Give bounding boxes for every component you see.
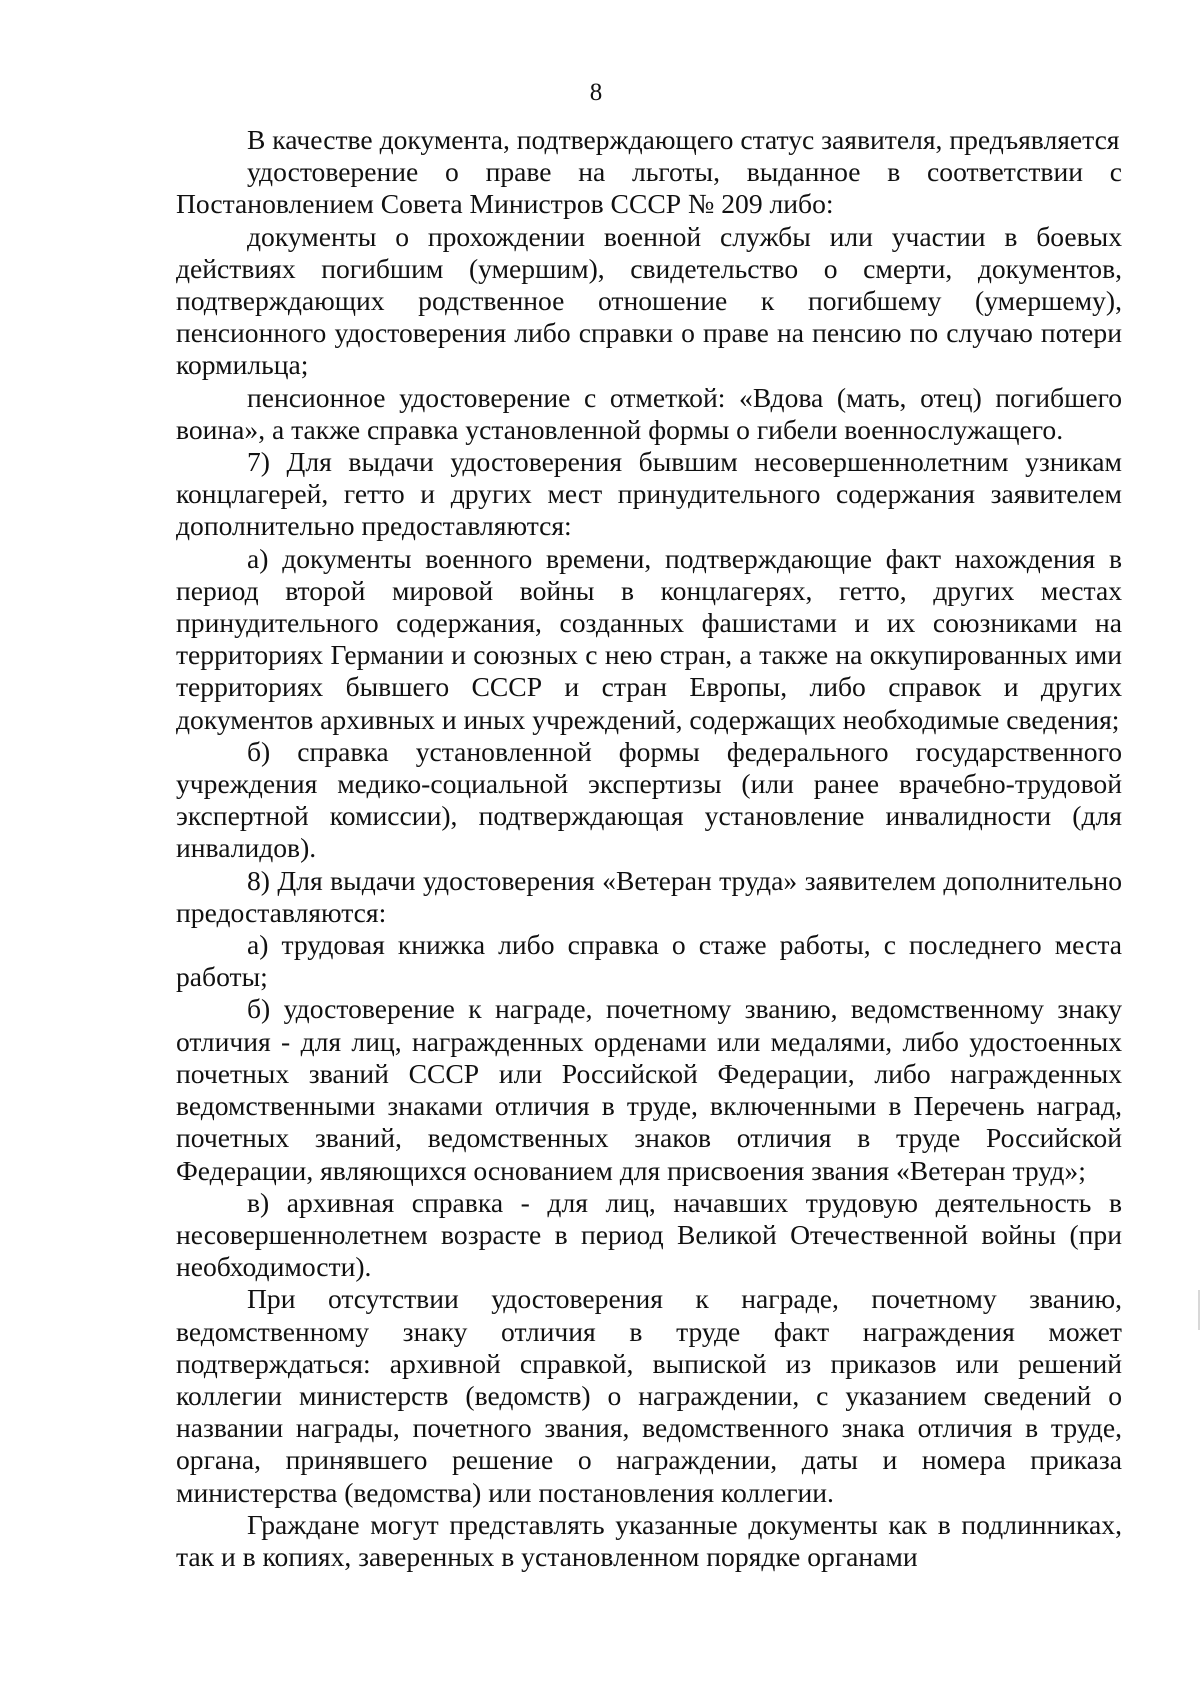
page-number: 8 bbox=[589, 79, 603, 106]
paragraph-item-7: 7) Для выдачи удостоверения бывшим несовершеннолетним узникам концлагерей, гетто и других мест принудительного содержания заявителем дополнительно предоставляются: bbox=[176, 446, 1122, 542]
paragraph-item-8: 8) Для выдачи удостоверения «Ветеран труда» заявителем дополнительно предоставляются: bbox=[176, 864, 1122, 928]
paragraph-pension-certificate: пенсионное удостоверение с отметкой: «Вдова (мать, отец) погибшего воина», а также справка установленной формы о гибели военнослужащего. bbox=[176, 381, 1122, 445]
paragraph-item-8v: в) архивная справка - для лиц, начавших трудовую деятельность в несовершеннолетнем возрасте в период Великой Отечественной войны (при необходимости). bbox=[176, 1186, 1122, 1283]
paragraph-item-8a: а) трудовая книжка либо справка о стаже работы, с последнего места работы; bbox=[176, 929, 1122, 993]
paragraph-item-8b: б) удостоверение к награде, почетному званию, ведомственному знаку отличия - для лиц, награжденных орденами или медалями, либо удостоенных почетных званий СССР или Российской Федерации, либо награжденных ведомственными знаками отличия в труде, включенными в Перечень наград, почетных званий, ведомственных знаков отличия в труде Российской Федерации, являющихся основанием для присвоения звания «Ветеран труд»; bbox=[176, 993, 1122, 1186]
paragraph-award-confirmation: При отсутствии удостоверения к награде, почетному званию, ведомственному знаку отличия в труде факт награждения может подтверждаться: архивной справкой, выпиской из приказов или решений коллегии министерств (ведомств) о награждении, с указанием сведений о названии награды, почетного звания, ведомственного знака отличия в труде, органа, принявшего решение о награждении, даты и номера приказа министерства (ведомства) или постановления коллегии. bbox=[176, 1283, 1122, 1508]
document-body bbox=[176, 124, 1122, 1573]
paragraph-military-service-documents: документы о прохождении военной службы или участии в боевых действиях погибшим (умершим), свидетельство о смерти, документов, подтверждающих родственное отношение к погибшему (умершему), пенсионного удостоверения либо справки о праве на пенсию по случаю потери кормильца; bbox=[176, 220, 1122, 381]
paragraph-copies-certification: Граждане могут представлять указанные документы как в подлинниках, так и в копиях, заверенных в установленном порядке органами bbox=[176, 1508, 1122, 1572]
paragraph-item-7a: а) документы военного времени, подтверждающие факт нахождения в период второй мировой войны в концлагерях, гетто, других местах принудительного содержания, созданных фашистами и их союзниками на территориях Германии и союзных с нею стран, а также на оккупированных ими территориях бывшего СССР и стран Европы, либо справок и других документов архивных и иных учреждений, содержащих необходимые сведения; bbox=[176, 542, 1122, 735]
paragraph-applicant-status-document: В качестве документа, подтверждающего статус заявителя, предъявляется bbox=[247, 124, 1120, 155]
paragraph-benefits-certificate: удостоверение о праве на льготы, выданное в соответствии с Постановлением Совета Министров СССР № 209 либо: bbox=[176, 156, 1122, 220]
paragraph-item-7b: б) справка установленной формы федерального государственного учреждения медико-социальной экспертизы (или ранее врачебно-трудовой экспертной комиссии), подтверждающая установление инвалидности (для инвалидов). bbox=[176, 735, 1122, 864]
